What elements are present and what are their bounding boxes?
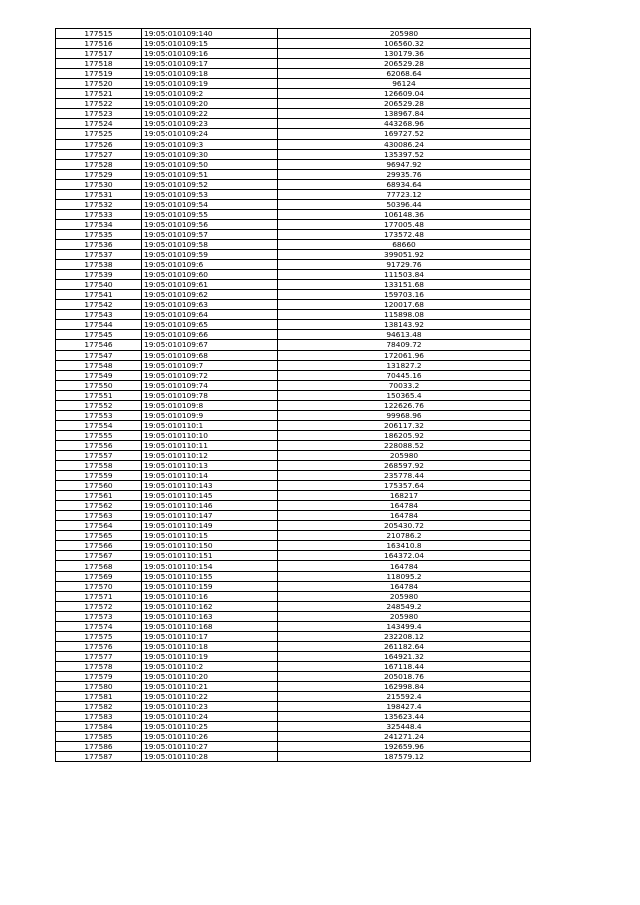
value-cell: 133151.68: [278, 280, 531, 290]
value-cell: 70033.2: [278, 380, 531, 390]
row-id-cell: 177531: [56, 189, 142, 199]
row-id-cell: 177578: [56, 661, 142, 671]
table-row: [56, 541, 531, 551]
cadastral-number-cell: 19:05:010109:64: [142, 310, 278, 320]
table-row: [56, 440, 531, 450]
cadastral-number-cell: 19:05:010110:18: [142, 641, 278, 651]
table-row: [56, 179, 531, 189]
value-cell: 443268.96: [278, 119, 531, 129]
row-id-cell: 177527: [56, 149, 142, 159]
row-id-cell: 177563: [56, 511, 142, 521]
value-cell: 135623.44: [278, 712, 531, 722]
cadastral-number-cell: 19:05:010110:10: [142, 430, 278, 440]
table-row: [56, 320, 531, 330]
value-cell: 159703.16: [278, 290, 531, 300]
row-id-cell: 177526: [56, 139, 142, 149]
table-row: [56, 290, 531, 300]
cadastral-number-cell: 19:05:010109:56: [142, 219, 278, 229]
value-cell: 77723.12: [278, 189, 531, 199]
row-id-cell: 177542: [56, 300, 142, 310]
table-row: [56, 621, 531, 631]
cadastral-number-cell: 19:05:010110:26: [142, 732, 278, 742]
table-row: [56, 119, 531, 129]
value-cell: 70445.16: [278, 370, 531, 380]
table-row: [56, 79, 531, 89]
table-row: [56, 601, 531, 611]
row-id-cell: 177566: [56, 541, 142, 551]
cadastral-number-cell: 19:05:010110:13: [142, 461, 278, 471]
value-cell: 138143.92: [278, 320, 531, 330]
value-cell: 29935.76: [278, 169, 531, 179]
cadastral-number-cell: 19:05:010110:150: [142, 541, 278, 551]
value-cell: 192659.96: [278, 742, 531, 752]
cadastral-number-cell: 19:05:010109:9: [142, 410, 278, 420]
row-id-cell: 177525: [56, 129, 142, 139]
value-cell: 205980: [278, 29, 531, 39]
table-row: [56, 531, 531, 541]
cadastral-number-cell: 19:05:010110:22: [142, 692, 278, 702]
table-row: [56, 450, 531, 460]
cadastral-number-cell: 19:05:010110:145: [142, 491, 278, 501]
row-id-cell: 177520: [56, 79, 142, 89]
table-row: [56, 239, 531, 249]
row-id-cell: 177576: [56, 641, 142, 651]
value-cell: 241271.24: [278, 732, 531, 742]
cadastral-number-cell: 19:05:010109:50: [142, 159, 278, 169]
cadastral-number-cell: 19:05:010109:17: [142, 59, 278, 69]
table-row: [56, 250, 531, 260]
cadastral-number-cell: 19:05:010110:151: [142, 551, 278, 561]
row-id-cell: 177556: [56, 440, 142, 450]
value-cell: 205980: [278, 591, 531, 601]
table-row: [56, 551, 531, 561]
table-row: [56, 581, 531, 591]
row-id-cell: 177516: [56, 39, 142, 49]
table-row: [56, 742, 531, 752]
row-id-cell: 177584: [56, 722, 142, 732]
row-id-cell: 177587: [56, 752, 142, 762]
value-cell: 138967.84: [278, 109, 531, 119]
row-id-cell: 177541: [56, 290, 142, 300]
cadastral-number-cell: 19:05:010109:59: [142, 250, 278, 260]
table-row: [56, 390, 531, 400]
cadastral-number-cell: 19:05:010109:19: [142, 79, 278, 89]
cadastral-number-cell: 19:05:010109:68: [142, 350, 278, 360]
table-row: [56, 99, 531, 109]
table-row: [56, 420, 531, 430]
table-row: [56, 641, 531, 651]
cadastral-number-cell: 19:05:010109:7: [142, 360, 278, 370]
cadastral-number-cell: 19:05:010110:19: [142, 651, 278, 661]
cadastral-number-cell: 19:05:010110:2: [142, 661, 278, 671]
table-row: [56, 229, 531, 239]
value-cell: 268597.92: [278, 461, 531, 471]
cadastral-number-cell: 19:05:010109:63: [142, 300, 278, 310]
table-row: [56, 591, 531, 601]
table-row: [56, 672, 531, 682]
table-row: [56, 280, 531, 290]
table-row: [56, 561, 531, 571]
table-row: [56, 491, 531, 501]
table-row: [56, 219, 531, 229]
row-id-cell: 177552: [56, 400, 142, 410]
table-row: [56, 521, 531, 531]
cadastral-number-cell: 19:05:010110:149: [142, 521, 278, 531]
cadastral-number-cell: 19:05:010109:2: [142, 89, 278, 99]
value-cell: 150365.4: [278, 390, 531, 400]
cadastral-number-cell: 19:05:010110:162: [142, 601, 278, 611]
value-cell: 164921.32: [278, 651, 531, 661]
table-row: [56, 89, 531, 99]
row-id-cell: 177583: [56, 712, 142, 722]
table-row: [56, 471, 531, 481]
row-id-cell: 177518: [56, 59, 142, 69]
value-cell: 111503.84: [278, 270, 531, 280]
value-cell: 206529.28: [278, 59, 531, 69]
table-row: [56, 260, 531, 270]
value-cell: 78409.72: [278, 340, 531, 350]
cadastral-number-cell: 19:05:010109:58: [142, 239, 278, 249]
value-cell: 130179.36: [278, 49, 531, 59]
table-row: [56, 139, 531, 149]
cadastral-number-cell: 19:05:010110:1: [142, 420, 278, 430]
cadastral-number-cell: 19:05:010109:72: [142, 370, 278, 380]
value-cell: 173572.48: [278, 229, 531, 239]
cadastral-number-cell: 19:05:010109:20: [142, 99, 278, 109]
value-cell: 96124: [278, 79, 531, 89]
cadastral-number-cell: 19:05:010110:154: [142, 561, 278, 571]
table-row: [56, 732, 531, 742]
cadastral-number-cell: 19:05:010110:16: [142, 591, 278, 601]
value-cell: 261182.64: [278, 641, 531, 651]
cadastral-number-cell: 19:05:010109:16: [142, 49, 278, 59]
table-row: [56, 49, 531, 59]
table-row: [56, 501, 531, 511]
row-id-cell: 177524: [56, 119, 142, 129]
cadastral-number-cell: 19:05:010110:20: [142, 672, 278, 682]
value-cell: 248549.2: [278, 601, 531, 611]
row-id-cell: 177581: [56, 692, 142, 702]
cadastral-number-cell: 19:05:010110:155: [142, 571, 278, 581]
table-row: [56, 400, 531, 410]
cadastral-number-cell: 19:05:010110:14: [142, 471, 278, 481]
value-cell: 177005.48: [278, 219, 531, 229]
cadastral-number-cell: 19:05:010109:55: [142, 209, 278, 219]
value-cell: 164784: [278, 501, 531, 511]
cadastral-number-cell: 19:05:010110:28: [142, 752, 278, 762]
cadastral-number-cell: 19:05:010110:15: [142, 531, 278, 541]
value-cell: 163410.8: [278, 541, 531, 551]
cadastral-number-cell: 19:05:010109:18: [142, 69, 278, 79]
row-id-cell: 177570: [56, 581, 142, 591]
cadastral-number-cell: 19:05:010110:21: [142, 682, 278, 692]
row-id-cell: 177532: [56, 199, 142, 209]
table-row: [56, 129, 531, 139]
value-cell: 186205.92: [278, 430, 531, 440]
value-cell: 169727.52: [278, 129, 531, 139]
value-cell: 62068.64: [278, 69, 531, 79]
table-row: [56, 360, 531, 370]
cadastral-number-cell: 19:05:010109:15: [142, 39, 278, 49]
table-row: [56, 169, 531, 179]
table-row: [56, 189, 531, 199]
table-row: [56, 611, 531, 621]
table-row: [56, 350, 531, 360]
row-id-cell: 177547: [56, 350, 142, 360]
row-id-cell: 177558: [56, 461, 142, 471]
row-id-cell: 177573: [56, 611, 142, 621]
value-cell: 206117.32: [278, 420, 531, 430]
table-row: [56, 29, 531, 39]
table-row: [56, 430, 531, 440]
cadastral-number-cell: 19:05:010109:54: [142, 199, 278, 209]
table-row: [56, 692, 531, 702]
value-cell: 198427.4: [278, 702, 531, 712]
table-row: [56, 481, 531, 491]
row-id-cell: 177534: [56, 219, 142, 229]
table-row: [56, 631, 531, 641]
value-cell: 235778.44: [278, 471, 531, 481]
cadastral-number-cell: 19:05:010109:62: [142, 290, 278, 300]
cadastral-number-cell: 19:05:010110:146: [142, 501, 278, 511]
value-cell: 96947.92: [278, 159, 531, 169]
row-id-cell: 177585: [56, 732, 142, 742]
cadastral-number-cell: 19:05:010110:25: [142, 722, 278, 732]
table-row: [56, 461, 531, 471]
row-id-cell: 177579: [56, 672, 142, 682]
row-id-cell: 177562: [56, 501, 142, 511]
value-cell: 162998.84: [278, 682, 531, 692]
row-id-cell: 177548: [56, 360, 142, 370]
row-id-cell: 177519: [56, 69, 142, 79]
table-row: [56, 330, 531, 340]
row-id-cell: 177546: [56, 340, 142, 350]
value-cell: 120017.68: [278, 300, 531, 310]
table-row: [56, 109, 531, 119]
row-id-cell: 177555: [56, 430, 142, 440]
value-cell: 172061.96: [278, 350, 531, 360]
value-cell: 210786.2: [278, 531, 531, 541]
cadastral-number-cell: 19:05:010109:60: [142, 270, 278, 280]
value-cell: 122626.76: [278, 400, 531, 410]
row-id-cell: 177549: [56, 370, 142, 380]
row-id-cell: 177564: [56, 521, 142, 531]
value-cell: 168217: [278, 491, 531, 501]
table-row: [56, 270, 531, 280]
table-row: [56, 752, 531, 762]
data-table: [55, 28, 531, 762]
value-cell: 164784: [278, 561, 531, 571]
row-id-cell: 177582: [56, 702, 142, 712]
row-id-cell: 177553: [56, 410, 142, 420]
cadastral-number-cell: 19:05:010109:78: [142, 390, 278, 400]
table-row: [56, 310, 531, 320]
table-row: [56, 651, 531, 661]
cadastral-number-cell: 19:05:010110:24: [142, 712, 278, 722]
row-id-cell: 177575: [56, 631, 142, 641]
row-id-cell: 177517: [56, 49, 142, 59]
row-id-cell: 177535: [56, 229, 142, 239]
value-cell: 175357.64: [278, 481, 531, 491]
table-row: [56, 159, 531, 169]
value-cell: 205980: [278, 611, 531, 621]
value-cell: 215592.4: [278, 692, 531, 702]
row-id-cell: 177557: [56, 450, 142, 460]
value-cell: 106560.32: [278, 39, 531, 49]
table-row: [56, 69, 531, 79]
row-id-cell: 177521: [56, 89, 142, 99]
table-row: [56, 149, 531, 159]
row-id-cell: 177554: [56, 420, 142, 430]
value-cell: 118095.2: [278, 571, 531, 581]
value-cell: 68934.64: [278, 179, 531, 189]
value-cell: 135397.52: [278, 149, 531, 159]
row-id-cell: 177515: [56, 29, 142, 39]
row-id-cell: 177569: [56, 571, 142, 581]
row-id-cell: 177530: [56, 179, 142, 189]
value-cell: 228088.52: [278, 440, 531, 450]
row-id-cell: 177560: [56, 481, 142, 491]
value-cell: 325448.4: [278, 722, 531, 732]
value-cell: 126609.04: [278, 89, 531, 99]
table-row: [56, 199, 531, 209]
cadastral-number-cell: 19:05:010109:51: [142, 169, 278, 179]
row-id-cell: 177529: [56, 169, 142, 179]
table-row: [56, 59, 531, 69]
table-row: [56, 571, 531, 581]
table-body: [56, 29, 531, 762]
table-row: [56, 39, 531, 49]
value-cell: 205430.72: [278, 521, 531, 531]
row-id-cell: 177545: [56, 330, 142, 340]
cadastral-number-cell: 19:05:010109:67: [142, 340, 278, 350]
row-id-cell: 177550: [56, 380, 142, 390]
value-cell: 206529.28: [278, 99, 531, 109]
cadastral-number-cell: 19:05:010110:163: [142, 611, 278, 621]
row-id-cell: 177577: [56, 651, 142, 661]
row-id-cell: 177571: [56, 591, 142, 601]
cadastral-number-cell: 19:05:010110:27: [142, 742, 278, 752]
value-cell: 164372.04: [278, 551, 531, 561]
row-id-cell: 177537: [56, 250, 142, 260]
row-id-cell: 177528: [56, 159, 142, 169]
cadastral-number-cell: 19:05:010109:8: [142, 400, 278, 410]
cadastral-number-cell: 19:05:010110:159: [142, 581, 278, 591]
table-row: [56, 661, 531, 671]
row-id-cell: 177533: [56, 209, 142, 219]
table-row: [56, 511, 531, 521]
row-id-cell: 177580: [56, 682, 142, 692]
value-cell: 187579.12: [278, 752, 531, 762]
cadastral-number-cell: 19:05:010109:30: [142, 149, 278, 159]
cadastral-number-cell: 19:05:010110:23: [142, 702, 278, 712]
cadastral-number-cell: 19:05:010109:65: [142, 320, 278, 330]
row-id-cell: 177559: [56, 471, 142, 481]
cadastral-number-cell: 19:05:010109:52: [142, 179, 278, 189]
cadastral-number-cell: 19:05:010110:17: [142, 631, 278, 641]
value-cell: 94613.48: [278, 330, 531, 340]
value-cell: 164784: [278, 511, 531, 521]
table-row: [56, 370, 531, 380]
cadastral-number-cell: 19:05:010110:12: [142, 450, 278, 460]
value-cell: 131827.2: [278, 360, 531, 370]
row-id-cell: 177522: [56, 99, 142, 109]
value-cell: 99968.96: [278, 410, 531, 420]
row-id-cell: 177561: [56, 491, 142, 501]
cadastral-number-cell: 19:05:010109:74: [142, 380, 278, 390]
cadastral-number-cell: 19:05:010109:66: [142, 330, 278, 340]
value-cell: 50396.44: [278, 199, 531, 209]
cadastral-number-cell: 19:05:010109:61: [142, 280, 278, 290]
row-id-cell: 177565: [56, 531, 142, 541]
row-id-cell: 177543: [56, 310, 142, 320]
row-id-cell: 177567: [56, 551, 142, 561]
value-cell: 399051.92: [278, 250, 531, 260]
row-id-cell: 177551: [56, 390, 142, 400]
value-cell: 430086.24: [278, 139, 531, 149]
value-cell: 205018.76: [278, 672, 531, 682]
value-cell: 167118.44: [278, 661, 531, 671]
cadastral-number-cell: 19:05:010109:23: [142, 119, 278, 129]
value-cell: 68660: [278, 239, 531, 249]
table-row: [56, 380, 531, 390]
table-row: [56, 209, 531, 219]
row-id-cell: 177540: [56, 280, 142, 290]
row-id-cell: 177523: [56, 109, 142, 119]
cadastral-number-cell: 19:05:010109:57: [142, 229, 278, 239]
cadastral-number-cell: 19:05:010110:11: [142, 440, 278, 450]
row-id-cell: 177586: [56, 742, 142, 752]
table-row: [56, 682, 531, 692]
cadastral-number-cell: 19:05:010109:140: [142, 29, 278, 39]
cadastral-number-cell: 19:05:010109:24: [142, 129, 278, 139]
table-row: [56, 702, 531, 712]
row-id-cell: 177536: [56, 239, 142, 249]
cadastral-number-cell: 19:05:010109:3: [142, 139, 278, 149]
row-id-cell: 177574: [56, 621, 142, 631]
value-cell: 143499.4: [278, 621, 531, 631]
row-id-cell: 177544: [56, 320, 142, 330]
row-id-cell: 177539: [56, 270, 142, 280]
value-cell: 91729.76: [278, 260, 531, 270]
row-id-cell: 177538: [56, 260, 142, 270]
table-row: [56, 410, 531, 420]
value-cell: 205980: [278, 450, 531, 460]
table-row: [56, 712, 531, 722]
value-cell: 164784: [278, 581, 531, 591]
value-cell: 106148.36: [278, 209, 531, 219]
value-cell: 115898.08: [278, 310, 531, 320]
value-cell: 232208.12: [278, 631, 531, 641]
row-id-cell: 177572: [56, 601, 142, 611]
cadastral-number-cell: 19:05:010110:143: [142, 481, 278, 491]
table-row: [56, 300, 531, 310]
cadastral-number-cell: 19:05:010109:6: [142, 260, 278, 270]
cadastral-number-cell: 19:05:010109:22: [142, 109, 278, 119]
cadastral-number-cell: 19:05:010110:147: [142, 511, 278, 521]
table-row: [56, 722, 531, 732]
cadastral-number-cell: 19:05:010110:168: [142, 621, 278, 631]
cadastral-number-cell: 19:05:010109:53: [142, 189, 278, 199]
row-id-cell: 177568: [56, 561, 142, 571]
table-row: [56, 340, 531, 350]
